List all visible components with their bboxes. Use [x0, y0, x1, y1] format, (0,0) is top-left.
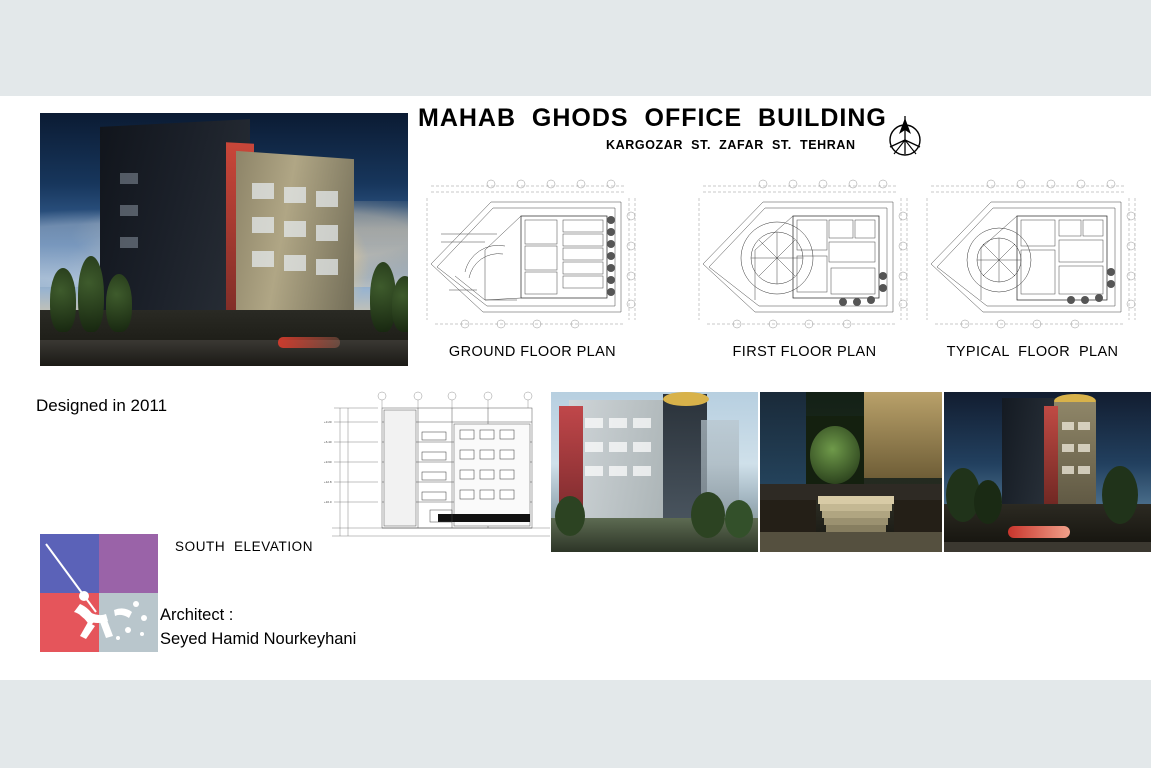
- architect-logo: [40, 534, 158, 652]
- photo-building-street-dusk: [944, 392, 1151, 552]
- typical-floor-plan-label: TYPICAL FLOOR PLAN: [946, 344, 1119, 360]
- hero-render-image: [40, 113, 408, 366]
- south-elevation-drawing: [322, 386, 552, 556]
- svg-text:+6.40: +6.40: [324, 440, 332, 444]
- north-arrow-icon: [881, 114, 929, 162]
- photo-building-front-daylight: [551, 392, 758, 552]
- page-title: MAHAB GHODS OFFICE BUILDING: [418, 104, 887, 132]
- architect-name: Seyed Hamid Nourkeyhani: [160, 630, 357, 648]
- svg-text:+16.0: +16.0: [324, 500, 332, 504]
- ground-floor-plan-drawing: [425, 172, 640, 337]
- designed-year-note: Designed in 2011: [36, 396, 168, 415]
- architect-label: Architect :: [160, 606, 234, 624]
- ground-floor-plan-label: GROUND FLOOR PLAN: [448, 344, 617, 360]
- first-floor-plan-drawing: [697, 172, 912, 337]
- page-subtitle: KARGOZAR ST. ZAFAR ST. TEHRAN: [606, 138, 856, 152]
- south-elevation-label: SOUTH ELEVATION: [175, 539, 314, 554]
- photo-entrance-stairs-night: [760, 392, 942, 552]
- presentation-board: [0, 96, 1151, 680]
- first-floor-plan-label: FIRST FLOOR PLAN: [732, 344, 877, 360]
- svg-text:+3.20: +3.20: [324, 420, 332, 424]
- typical-floor-plan-drawing: [925, 172, 1140, 337]
- svg-text:+9.60: +9.60: [324, 460, 332, 464]
- svg-text:+12.8: +12.8: [324, 480, 332, 484]
